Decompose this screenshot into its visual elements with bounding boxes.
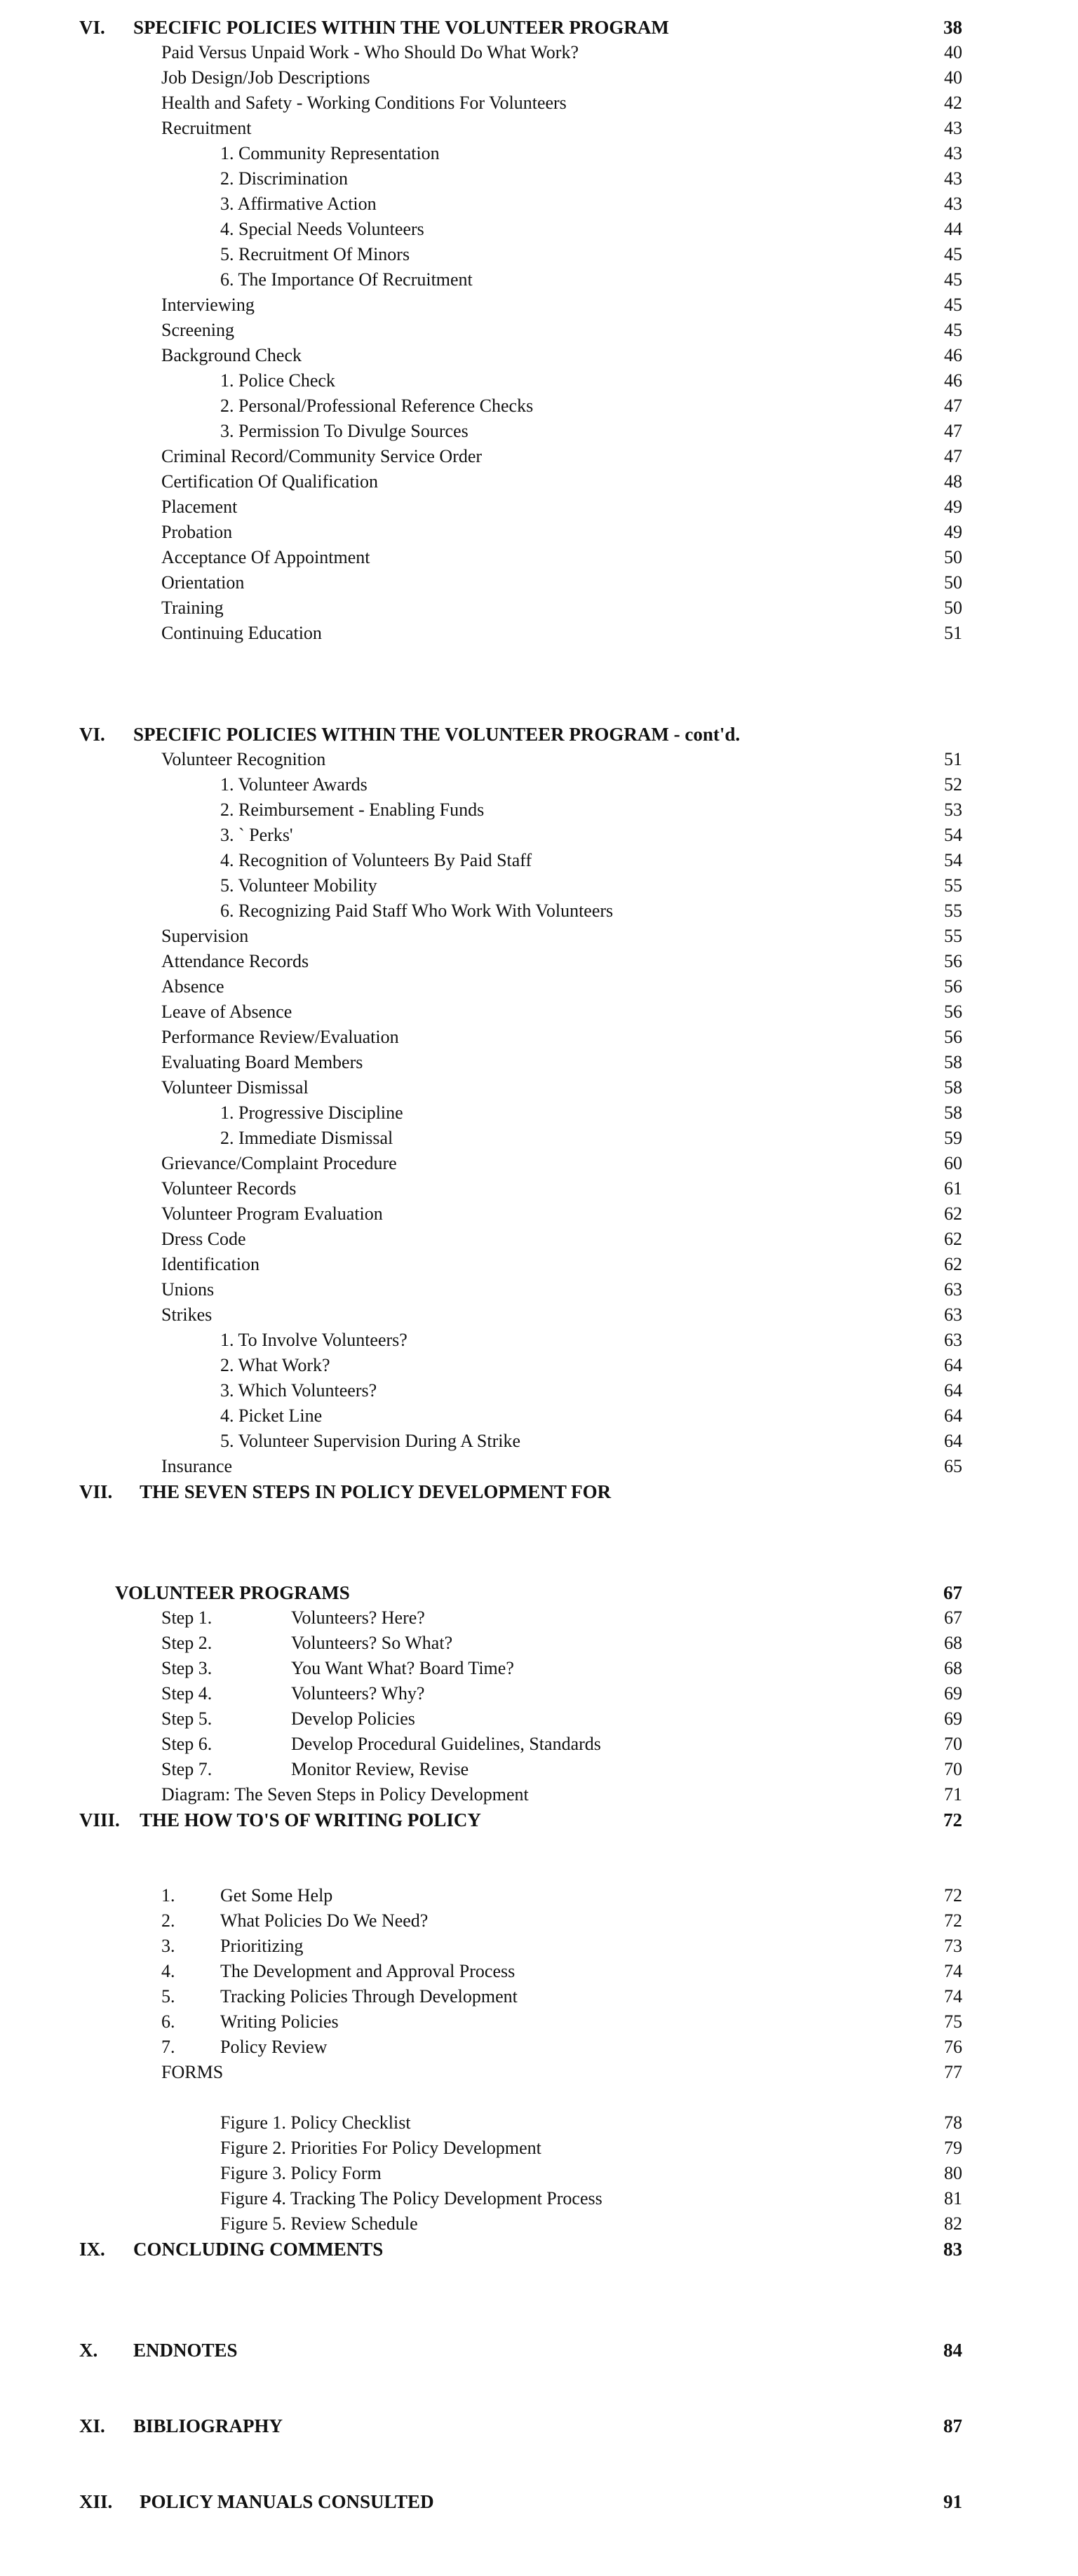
toc-entry[interactable] (0, 874, 1078, 898)
page-number: 76 (944, 2037, 962, 2057)
toc-entry[interactable] (0, 1909, 1078, 1933)
toc-heading[interactable] (0, 2414, 1078, 2438)
toc-entry[interactable] (0, 975, 1078, 999)
toc-entry-text: Unions (161, 1279, 215, 1300)
toc-entry-text: 5. Recruitment Of Minors (220, 244, 410, 264)
page-number: 58 (944, 1102, 962, 1123)
toc-entry-text (161, 1631, 452, 1655)
toc-entry[interactable] (0, 2111, 1078, 2135)
page-number: 43 (944, 168, 962, 189)
toc-entry[interactable] (0, 621, 1078, 645)
toc-entry-text: 6. Recognizing Paid Staff Who Work With Volunteers (220, 901, 614, 921)
toc-entry-text: 3. Permission To Divulge Sources (220, 421, 469, 441)
toc-entry[interactable] (0, 1404, 1078, 1428)
toc-entry-text: Probation (161, 522, 233, 542)
toc-entry-text (161, 1985, 518, 2009)
toc-entry-text: 1. To Involve Volunteers? (220, 1330, 407, 1350)
toc-entry-text: 2. Personal/Professional Reference Checks (220, 396, 534, 416)
toc-entry[interactable] (0, 924, 1078, 948)
page-number: 68 (944, 1633, 962, 1653)
toc-heading[interactable] (0, 722, 1078, 746)
toc-heading-text (79, 2338, 238, 2362)
page-number: 55 (944, 875, 962, 896)
page-number: 84 (943, 2340, 962, 2361)
page-number: 43 (944, 143, 962, 163)
toc-entry-text (161, 1732, 601, 1756)
toc-entry[interactable] (0, 1379, 1078, 1403)
toc-entry-text (161, 1682, 424, 1706)
toc-entry-text (161, 1909, 428, 1933)
entry-title: Policy Review (220, 2037, 328, 2057)
entry-label: Step 4. (161, 1683, 213, 1704)
page-number: 54 (944, 825, 962, 845)
page-number: 40 (944, 42, 962, 62)
toc-entry-text: Evaluating Board Members (161, 1052, 363, 1072)
toc-entry[interactable] (0, 1631, 1078, 1655)
toc-entry-text: 1. Volunteer Awards (220, 774, 368, 795)
entry-title: Develop Policies (291, 1708, 415, 1729)
toc-entry-text: Dress Code (161, 1229, 246, 1249)
toc-entry-text: Attendance Records (161, 951, 309, 971)
page-number: 64 (944, 1431, 962, 1451)
entry-label: Step 3. (161, 1658, 213, 1678)
section-number: VI. (79, 724, 105, 745)
toc-entry[interactable] (0, 1985, 1078, 2009)
toc-entry[interactable] (0, 2187, 1078, 2211)
toc-entry[interactable] (0, 571, 1078, 595)
toc-entry[interactable] (0, 167, 1078, 191)
toc-heading-text (115, 1581, 350, 1605)
page-number: 65 (944, 1456, 962, 1476)
toc-entry-text: Volunteer Program Evaluation (161, 1203, 383, 1224)
page-number: 48 (944, 471, 962, 492)
toc-entry-text: Placement (161, 497, 238, 517)
toc-entry[interactable] (0, 419, 1078, 443)
section-title: THE SEVEN STEPS IN POLICY DEVELOPMENT FOR (140, 1481, 612, 1502)
toc-entry[interactable] (0, 2035, 1078, 2059)
toc-heading-text (79, 2490, 434, 2514)
page-number: 50 (944, 572, 962, 593)
toc-entry[interactable] (0, 1278, 1078, 1302)
toc-entry-text: Job Design/Job Descriptions (161, 67, 370, 88)
toc-entry-text: 5. Volunteer Supervision During A Strike (220, 1431, 521, 1451)
toc-entry-text: Figure 5. Review Schedule (220, 2213, 418, 2234)
page-number: 56 (944, 976, 962, 997)
entry-title: Monitor Review, Revise (291, 1759, 469, 1779)
toc-entry[interactable] (0, 1455, 1078, 1478)
toc-entry[interactable] (0, 2212, 1078, 2236)
toc-entry-text: Performance Review/Evaluation (161, 1027, 399, 1047)
toc-entry[interactable] (0, 1303, 1078, 1327)
page-number: 40 (944, 67, 962, 88)
toc-heading[interactable] (0, 15, 1078, 39)
section-title: CONCLUDING COMMENTS (133, 2239, 384, 2260)
toc-entry[interactable] (0, 217, 1078, 241)
page-number: 49 (944, 497, 962, 517)
toc-entry[interactable] (0, 394, 1078, 418)
toc-entry-text: Volunteer Recognition (161, 749, 326, 769)
toc-entry[interactable] (0, 2010, 1078, 2034)
toc-entry[interactable] (0, 2061, 1078, 2084)
page-number: 81 (944, 2188, 962, 2209)
page-number: 47 (944, 396, 962, 416)
toc-entry-text: Figure 3. Policy Form (220, 2163, 382, 2183)
toc-entry[interactable] (0, 1000, 1078, 1024)
toc-heading[interactable] (0, 1581, 1078, 1605)
toc-entry-text: FORMS (161, 2062, 224, 2082)
toc-entry[interactable] (0, 495, 1078, 519)
section-title: VOLUNTEER PROGRAMS (115, 1582, 350, 1603)
page-number: 78 (944, 2112, 962, 2133)
page-number: 45 (944, 295, 962, 315)
entry-label: 4. (161, 1961, 175, 1981)
section-title: SPECIFIC POLICIES WITHIN THE VOLUNTEER PROGRAM - cont'd. (133, 724, 741, 745)
toc-entry-text: Insurance (161, 1456, 233, 1476)
page-number: 51 (944, 749, 962, 769)
section-number: VII. (79, 1481, 113, 1502)
toc-entry[interactable] (0, 849, 1078, 872)
page-number: 79 (944, 2138, 962, 2158)
toc-heading[interactable] (0, 1808, 1078, 1832)
toc-entry[interactable] (0, 293, 1078, 317)
toc-heading-text (79, 15, 669, 39)
page-number: 87 (943, 2415, 962, 2436)
entry-label: 2. (161, 1910, 175, 1931)
page-number: 59 (944, 1128, 962, 1148)
page-number: 62 (944, 1254, 962, 1274)
entry-title: Get Some Help (220, 1885, 333, 1906)
toc-entry[interactable] (0, 243, 1078, 267)
page-number: 62 (944, 1229, 962, 1249)
toc-heading-text (79, 2414, 283, 2438)
toc-entry-text: Paid Versus Unpaid Work - Who Should Do What Work? (161, 42, 579, 62)
entry-label: Step 2. (161, 1633, 213, 1653)
toc-entry-text: Interviewing (161, 295, 255, 315)
page-number: 69 (944, 1683, 962, 1704)
toc-entry[interactable] (0, 1025, 1078, 1049)
page-number: 63 (944, 1304, 962, 1325)
toc-entry[interactable] (0, 369, 1078, 393)
page-number: 83 (943, 2239, 962, 2260)
page-number: 52 (944, 774, 962, 795)
toc-entry-text: 2. What Work? (220, 1355, 330, 1375)
toc-entry-text: Diagram: The Seven Steps in Policy Development (161, 1784, 529, 1805)
toc-entry[interactable] (0, 1177, 1078, 1201)
toc-entry-text: 3. ` Perks' (220, 825, 293, 845)
toc-entry-text: Figure 4. Tracking The Policy Development Process (220, 2188, 602, 2209)
toc-entry[interactable] (0, 116, 1078, 140)
toc-entry-text: Screening (161, 320, 234, 340)
toc-entry[interactable] (0, 192, 1078, 216)
toc-heading-text (79, 1808, 481, 1832)
toc-entry-text: 4. Picket Line (220, 1405, 323, 1426)
page-number: 58 (944, 1077, 962, 1098)
toc-entry-text: Acceptance Of Appointment (161, 547, 370, 567)
section-number: VIII. (79, 1809, 120, 1830)
entry-title: What Policies Do We Need? (220, 1910, 429, 1931)
toc-entry-text: 2. Discrimination (220, 168, 348, 189)
page-number: 45 (944, 244, 962, 264)
entry-label: 1. (161, 1885, 175, 1906)
section-number: X. (79, 2340, 98, 2361)
toc-entry-text: Background Check (161, 345, 302, 365)
toc-entry-text: Volunteer Records (161, 1178, 297, 1199)
toc-entry[interactable] (0, 823, 1078, 847)
section-number: IX. (79, 2239, 105, 2260)
page-number: 67 (943, 1582, 962, 1603)
toc-entry-text: 4. Special Needs Volunteers (220, 219, 424, 239)
entry-title: Volunteers? So What? (291, 1633, 453, 1653)
toc-entry-text (161, 2035, 327, 2059)
section-title: POLICY MANUALS CONSULTED (140, 2491, 434, 2512)
toc-entry[interactable] (0, 1758, 1078, 1781)
entry-title: Prioritizing (220, 1936, 304, 1956)
toc-entry[interactable] (0, 91, 1078, 115)
page-number: 63 (944, 1330, 962, 1350)
section-title: ENDNOTES (133, 2340, 238, 2361)
toc-entry-text: 4. Recognition of Volunteers By Paid Staff (220, 850, 532, 870)
toc-entry[interactable] (0, 142, 1078, 166)
page-number: 44 (944, 219, 962, 239)
entry-label: Step 6. (161, 1734, 213, 1754)
entry-label: Step 5. (161, 1708, 213, 1729)
page-number: 50 (944, 547, 962, 567)
page-number: 46 (944, 345, 962, 365)
toc-entry-text (161, 1934, 303, 1958)
toc-entry-text: Leave of Absence (161, 1002, 292, 1022)
page-number: 47 (944, 446, 962, 466)
section-title: THE HOW TO'S OF WRITING POLICY (140, 1809, 481, 1830)
page-number: 74 (944, 1986, 962, 2007)
toc-entry-text: Supervision (161, 926, 249, 946)
toc-entry[interactable] (0, 268, 1078, 292)
entry-label: 3. (161, 1936, 175, 1956)
page-number: 43 (944, 118, 962, 138)
entry-title: Tracking Policies Through Development (220, 1986, 518, 2007)
toc-entry[interactable] (0, 798, 1078, 822)
toc-entry-text (161, 2010, 339, 2034)
toc-entry-text: 1. Police Check (220, 370, 335, 391)
page-number: 74 (944, 1961, 962, 1981)
toc-entry-text: Figure 2. Priorities For Policy Development (220, 2138, 541, 2158)
page-number: 61 (944, 1178, 962, 1199)
page-number: 49 (944, 522, 962, 542)
toc-entry[interactable] (0, 546, 1078, 569)
page-number: 67 (944, 1607, 962, 1628)
entry-title: Volunteers? Here? (291, 1607, 425, 1628)
page-number: 75 (944, 2011, 962, 2032)
toc-entry[interactable] (0, 66, 1078, 90)
toc-entry-text (161, 1758, 469, 1781)
entry-label: 7. (161, 2037, 175, 2057)
page-number: 42 (944, 93, 962, 113)
page-number: 72 (944, 1910, 962, 1931)
toc-entry-text: Criminal Record/Community Service Order (161, 446, 483, 466)
toc-heading[interactable] (0, 1480, 1078, 1504)
toc-entry[interactable] (0, 1101, 1078, 1125)
entry-title: You Want What? Board Time? (291, 1658, 514, 1678)
entry-label: Step 7. (161, 1759, 213, 1779)
toc-entry[interactable] (0, 1682, 1078, 1706)
page-number: 51 (944, 623, 962, 643)
page-number: 38 (943, 17, 962, 38)
toc-heading-text (79, 2237, 383, 2261)
entry-title: Writing Policies (220, 2011, 339, 2032)
page-number: 46 (944, 370, 962, 391)
toc-entry[interactable] (0, 1328, 1078, 1352)
page-number: 47 (944, 421, 962, 441)
toc-entry[interactable] (0, 596, 1078, 620)
toc-entry[interactable] (0, 1126, 1078, 1150)
toc-entry[interactable] (0, 1253, 1078, 1276)
section-title: SPECIFIC POLICIES WITHIN THE VOLUNTEER PROGRAM (133, 17, 669, 38)
page-number: 55 (944, 926, 962, 946)
toc-entry[interactable] (0, 344, 1078, 367)
page-number: 64 (944, 1380, 962, 1401)
page-number: 72 (944, 1885, 962, 1906)
toc-entry-text: Health and Safety - Working Conditions For Volunteers (161, 93, 567, 113)
page-number: 63 (944, 1279, 962, 1300)
toc-entry[interactable] (0, 470, 1078, 494)
page-number: 70 (944, 1759, 962, 1779)
toc-entry[interactable] (0, 1783, 1078, 1807)
toc-entry[interactable] (0, 2136, 1078, 2160)
page-number: 56 (944, 1002, 962, 1022)
toc-entry[interactable] (0, 1934, 1078, 1958)
toc-entry-text: Training (161, 598, 224, 618)
section-number: VI. (79, 17, 105, 38)
toc-entry-text: Identification (161, 1254, 260, 1274)
toc-entry-text: 1. Community Representation (220, 143, 440, 163)
toc-heading-text (79, 1480, 611, 1504)
page-number: 71 (944, 1784, 962, 1805)
entry-label: 6. (161, 2011, 175, 2032)
section-title: BIBLIOGRAPHY (133, 2415, 283, 2436)
page-number: 53 (944, 800, 962, 820)
toc-entry-text: 2. Reimbursement - Enabling Funds (220, 800, 485, 820)
toc-entry[interactable] (0, 1354, 1078, 1377)
toc-entry[interactable] (0, 1732, 1078, 1756)
toc-heading[interactable] (0, 2237, 1078, 2261)
toc-entry-text: Absence (161, 976, 224, 997)
toc-entry[interactable] (0, 1152, 1078, 1175)
toc-entry[interactable] (0, 1606, 1078, 1630)
toc-entry[interactable] (0, 899, 1078, 923)
toc-entry-text: Grievance/Complaint Procedure (161, 1153, 397, 1173)
page-number: 77 (944, 2062, 962, 2082)
toc-entry-text: 1. Progressive Discipline (220, 1102, 403, 1123)
toc-entry-text (161, 1960, 515, 1983)
page-number: 45 (944, 269, 962, 290)
page-number: 50 (944, 598, 962, 618)
page-number: 82 (944, 2213, 962, 2234)
entry-title: Volunteers? Why? (291, 1683, 425, 1704)
page-number: 68 (944, 1658, 962, 1678)
toc-entry[interactable] (0, 445, 1078, 468)
toc-entry-text: 3. Which Volunteers? (220, 1380, 377, 1401)
toc-entry-text: Recruitment (161, 118, 252, 138)
toc-entry-text: Continuing Education (161, 623, 322, 643)
page-number: 43 (944, 194, 962, 214)
page-number: 56 (944, 1027, 962, 1047)
page-number: 58 (944, 1052, 962, 1072)
toc-entry-text: 6. The Importance Of Recruitment (220, 269, 473, 290)
toc-heading-text (79, 722, 740, 746)
section-number: XI. (79, 2415, 105, 2436)
toc-entry[interactable] (0, 748, 1078, 771)
toc-entry[interactable] (0, 773, 1078, 797)
page-number: 62 (944, 1203, 962, 1224)
toc-entry[interactable] (0, 1076, 1078, 1100)
page-number: 70 (944, 1734, 962, 1754)
page-number: 64 (944, 1355, 962, 1375)
toc-entry[interactable] (0, 41, 1078, 65)
section-number: XII. (79, 2491, 113, 2512)
page-number: 69 (944, 1708, 962, 1729)
toc-entry[interactable] (0, 1051, 1078, 1074)
page-number: 45 (944, 320, 962, 340)
entry-label: Step 1. (161, 1607, 213, 1628)
page-number: 72 (943, 1809, 962, 1830)
toc-entry-text: Certification Of Qualification (161, 471, 379, 492)
page-number: 55 (944, 901, 962, 921)
page-number: 60 (944, 1153, 962, 1173)
toc-entry-text (161, 1707, 415, 1731)
toc-entry-text (161, 1606, 425, 1630)
page-number: 91 (943, 2491, 962, 2512)
toc-entry[interactable] (0, 318, 1078, 342)
page-number: 64 (944, 1405, 962, 1426)
toc-entry-text: 3. Affirmative Action (220, 194, 377, 214)
toc-entry-text: Volunteer Dismissal (161, 1077, 309, 1098)
toc-entry[interactable] (0, 1657, 1078, 1680)
toc-entry-text: 2. Immediate Dismissal (220, 1128, 393, 1148)
page-number: 54 (944, 850, 962, 870)
toc-entry-text: 5. Volunteer Mobility (220, 875, 377, 896)
page-number: 56 (944, 951, 962, 971)
page-number: 80 (944, 2163, 962, 2183)
entry-label: 5. (161, 1986, 175, 2007)
toc-entry[interactable] (0, 1202, 1078, 1226)
toc-entry-text (161, 1884, 332, 1908)
toc-heading[interactable] (0, 2490, 1078, 2514)
toc-entry[interactable] (0, 1429, 1078, 1453)
toc-entry-text (161, 1657, 514, 1680)
page-number: 73 (944, 1936, 962, 1956)
toc-entry[interactable] (0, 2162, 1078, 2185)
toc-entry[interactable] (0, 950, 1078, 973)
entry-title: The Development and Approval Process (220, 1961, 516, 1981)
toc-entry[interactable] (0, 1884, 1078, 1908)
toc-entry[interactable] (0, 1960, 1078, 1983)
toc-heading[interactable] (0, 2338, 1078, 2362)
toc-entry-text: Orientation (161, 572, 245, 593)
toc-entry[interactable] (0, 1707, 1078, 1731)
toc-entry-text: Figure 1. Policy Checklist (220, 2112, 411, 2133)
entry-title: Develop Procedural Guidelines, Standards (291, 1734, 601, 1754)
toc-entry[interactable] (0, 520, 1078, 544)
toc-entry-text: Strikes (161, 1304, 213, 1325)
toc-entry[interactable] (0, 1227, 1078, 1251)
